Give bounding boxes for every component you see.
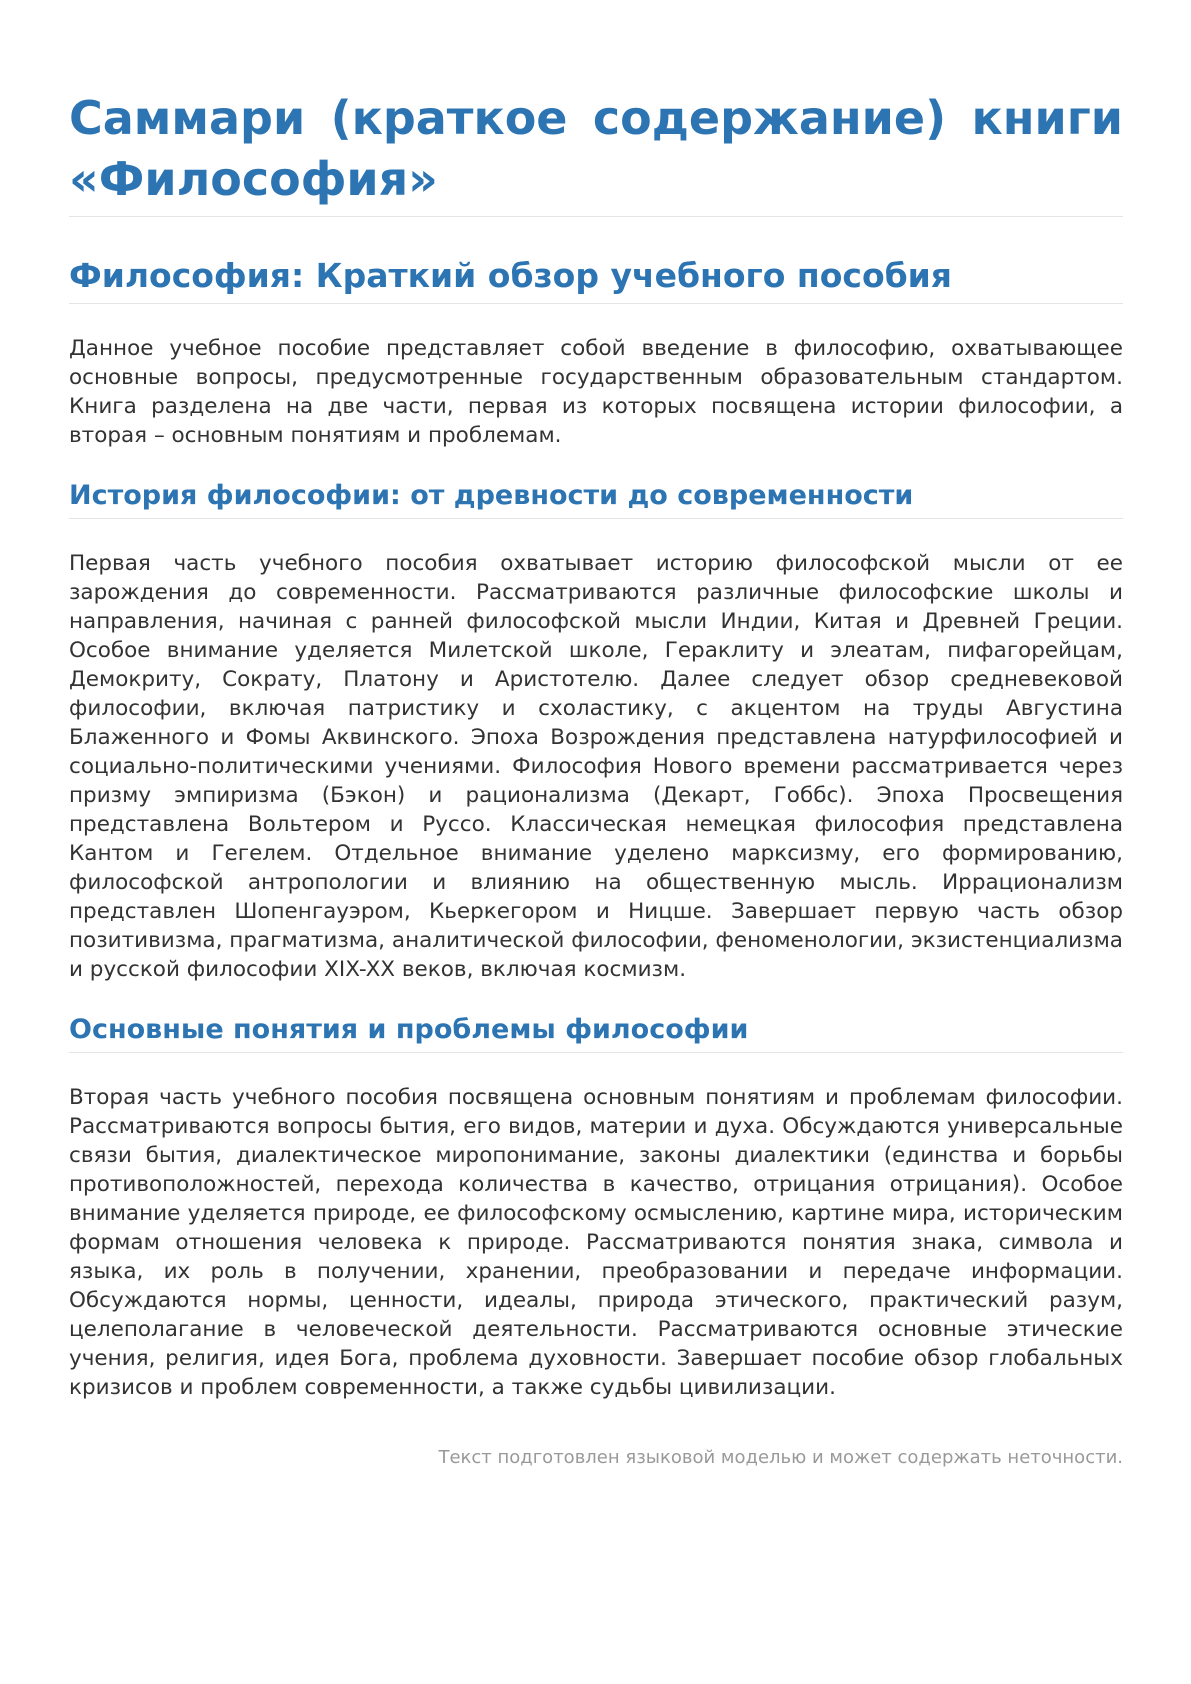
section-heading-history: История философии: от древности до современности [69,478,1123,519]
document-title: Саммари (краткое содержание) книги «Философия» [69,88,1123,217]
ai-disclaimer-footnote: Текст подготовлен языковой моделью и может содержать неточности. [438,1447,1123,1468]
section-body-history: Первая часть учебного пособия охватывает историю философской мысли от ее зарождения до современности. Рассматриваются различные философские школы и направления, начиная с ранней философской мысли Индии, Китая и Древней Греции. Особое внимание уделяется Милетской школе, Гераклиту и элеатам, пифагорейцам, Демокриту, Сократу, Платону и Аристотелю. Далее следует обзор средневековой философии, включая патристику и схоластику, с акцентом на труды Августина Блаженного и Фомы Аквинского. Эпоха Возрождения представлена натурфилософией и социально-политическими учениями. Философия Нового времени рассматривается через призму эмпиризма (Бэкон) и рационализма (Декарт, Гоббс). Эпоха Просвещения представлена Вольтером и Руссо. Классическая немецкая философия представлена Кантом и Гегелем. Отдельное внимание уделено марксизму, его формированию, философской антропологии и влиянию на общественную мысль. Иррационализм представлен Шопенгауэром, Кьеркегором и Ницше. Завершает первую часть обзор позитивизма, прагматизма, аналитической философии, феноменологии, экзистенциализма и русской философии XIX-XX веков, включая космизм. [69,551,1123,982]
intro-paragraph: Данное учебное пособие представляет собой введение в философию, охватывающее основные вопросы, предусмотренные государственным образовательным стандартом. Книга разделена на две части, первая из которых посвящена истории философии, а вторая – основным понятиям и проблемам. [69,336,1123,448]
document-page [69,88,1123,1470]
section-heading-concepts: Основные понятия и проблемы философии [69,1012,1123,1053]
section-body-concepts: Вторая часть учебного пособия посвящена основным понятиям и проблемам философии. Рассматриваются вопросы бытия, его видов, материи и духа. Обсуждаются универсальные связи бытия, диалектическое миропонимание, законы диалектики (единства и борьбы противоположностей, перехода количества в качество, отрицания отрицания). Особое внимание уделяется природе, ее философскому осмыслению, картине мира, историческим формам отношения человека к природе. Рассматриваются понятия знака, символа и языка, их роль в получении, хранении, преобразовании и передаче информации. Обсуждаются нормы, ценности, идеалы, природа этического, практический разум, целеполагание в человеческой деятельности. Рассматриваются основные этические учения, религия, идея Бога, проблема духовности. Завершает пособие обзор глобальных кризисов и проблем современности, а также судьбы цивилизации. [69,1085,1123,1400]
document-subtitle: Философия: Краткий обзор учебного пособия [69,255,1123,304]
